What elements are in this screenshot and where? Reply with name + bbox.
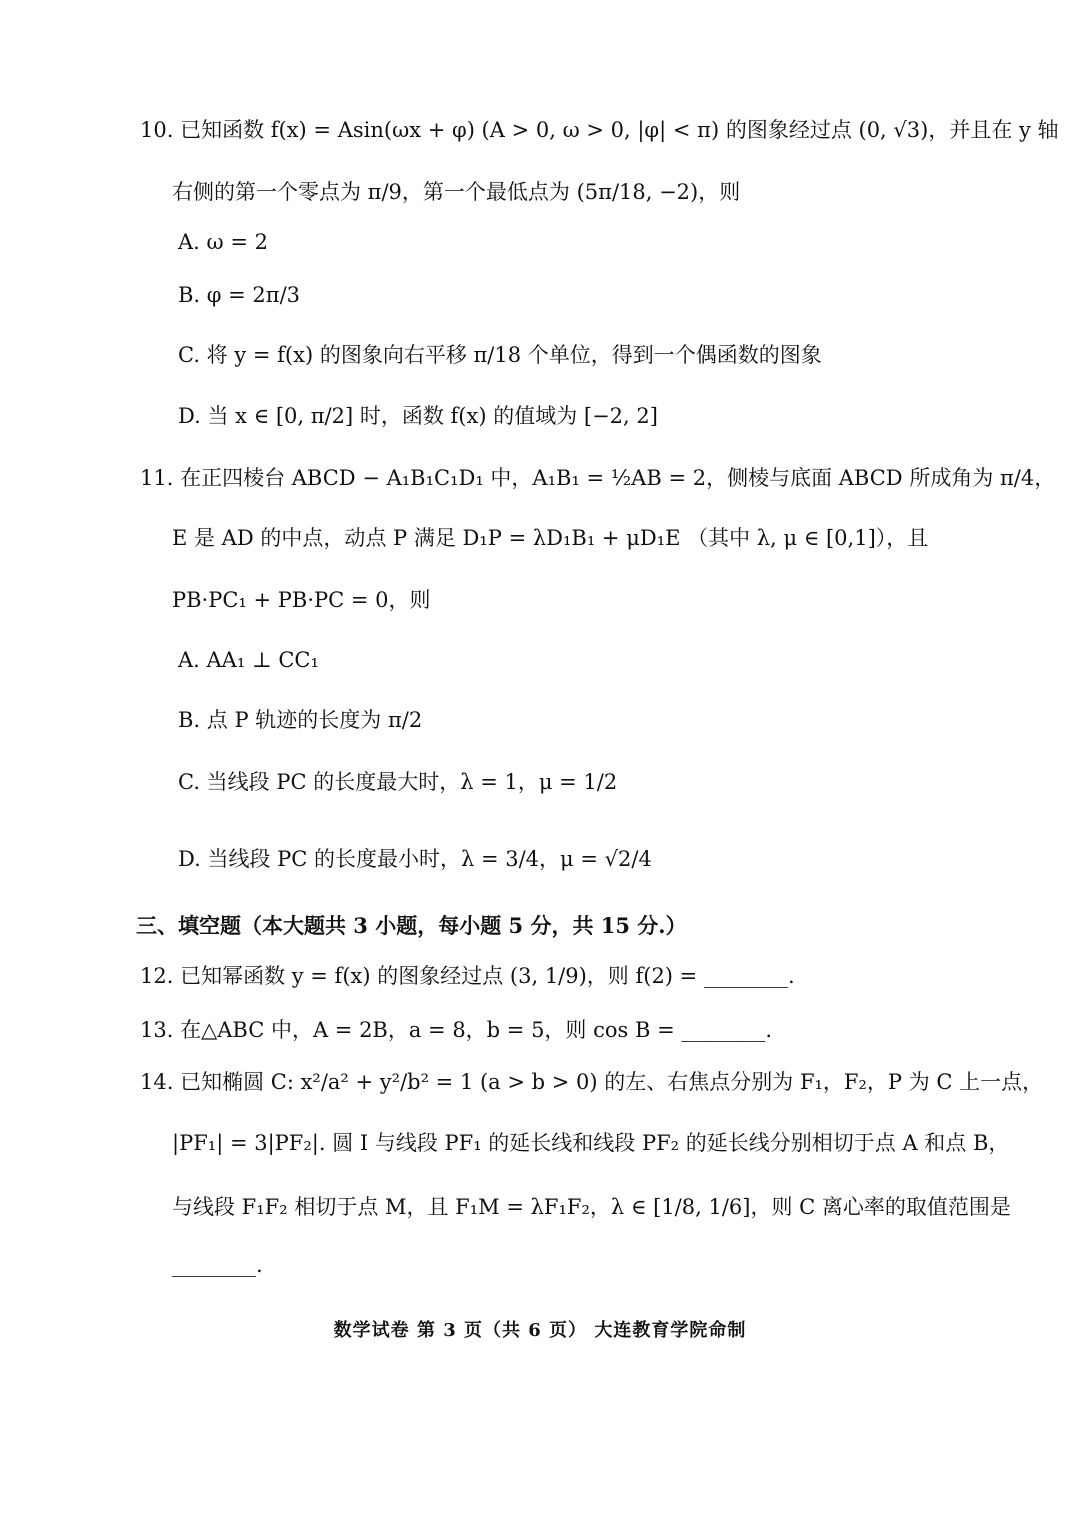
section-3-title: 三、填空题（本大题共 3 小题，每小题 5 分，共 15 分.）	[136, 913, 687, 938]
q11-option-d: D. 当线段 PC 的长度最小时，λ = 3/4，μ = √2/4	[178, 847, 652, 871]
page-footer: 数学试卷 第 3 页（共 6 页） 大连教育学院命制	[333, 1320, 747, 1341]
q14-stem-line-2: |PF₁| = 3|PF₂|. 圆 I 与线段 PF₁ 的延长线和线段 PF₂ 的延长线分别相切于点 A 和点 B，	[172, 1131, 1010, 1155]
q13-stem: 13. 在△ABC 中，A = 2B，a = 8，b = 5，则 cos B = ________.	[140, 1018, 773, 1042]
q10-option-d: D. 当 x ∈ [0, π/2] 时，函数 f(x) 的值域为 [−2, 2]	[178, 404, 658, 428]
q11-option-a: A. AA₁ ⊥ CC₁	[178, 648, 319, 672]
q14-stem-line-1: 14. 已知椭圆 C: x²/a² + y²/b² = 1 (a > b > 0) 的左、右焦点分别为 F₁，F₂，P 为 C 上一点，	[140, 1070, 1044, 1094]
q11-stem-line-2: E 是 AD 的中点，动点 P 满足 D₁P = λD₁B₁ + μD₁E （其中 λ, μ ∈ [0,1]），且	[172, 526, 929, 550]
q11-option-c: C. 当线段 PC 的长度最大时，λ = 1，μ = 1/2	[178, 770, 618, 794]
q10-option-a: A. ω = 2	[178, 230, 268, 254]
q10-option-c: C. 将 y = f(x) 的图象向右平移 π/18 个单位，得到一个偶函数的图象	[178, 343, 822, 367]
q10-stem-line-2: 右侧的第一个零点为 π/9，第一个最低点为 (5π/18, −2)，则	[172, 180, 741, 204]
q10-option-b: B. φ = 2π/3	[178, 283, 301, 307]
q10-stem-line-1: 10. 已知函数 f(x) = Asin(ωx + φ) (A > 0, ω > 0, |φ| < π) 的图象经过点 (0, √3)，并且在 y 轴	[140, 118, 1059, 142]
q12-stem: 12. 已知幂函数 y = f(x) 的图象经过点 (3, 1/9)，则 f(2) = ________.	[140, 964, 795, 988]
q11-stem-line-3: PB·PC₁ + PB·PC = 0，则	[172, 588, 431, 612]
q11-stem-line-1: 11. 在正四棱台 ABCD − A₁B₁C₁D₁ 中，A₁B₁ = ½AB = 2，侧棱与底面 ABCD 所成角为 π/4，	[140, 466, 1056, 490]
q14-stem-line-4: ________.	[172, 1253, 263, 1277]
q11-option-b: B. 点 P 轨迹的长度为 π/2	[178, 708, 423, 732]
q14-stem-line-3: 与线段 F₁F₂ 相切于点 M，且 F₁M = λF₁F₂，λ ∈ [1/8, 1/6]，则 C 离心率的取值范围是	[172, 1195, 1011, 1219]
